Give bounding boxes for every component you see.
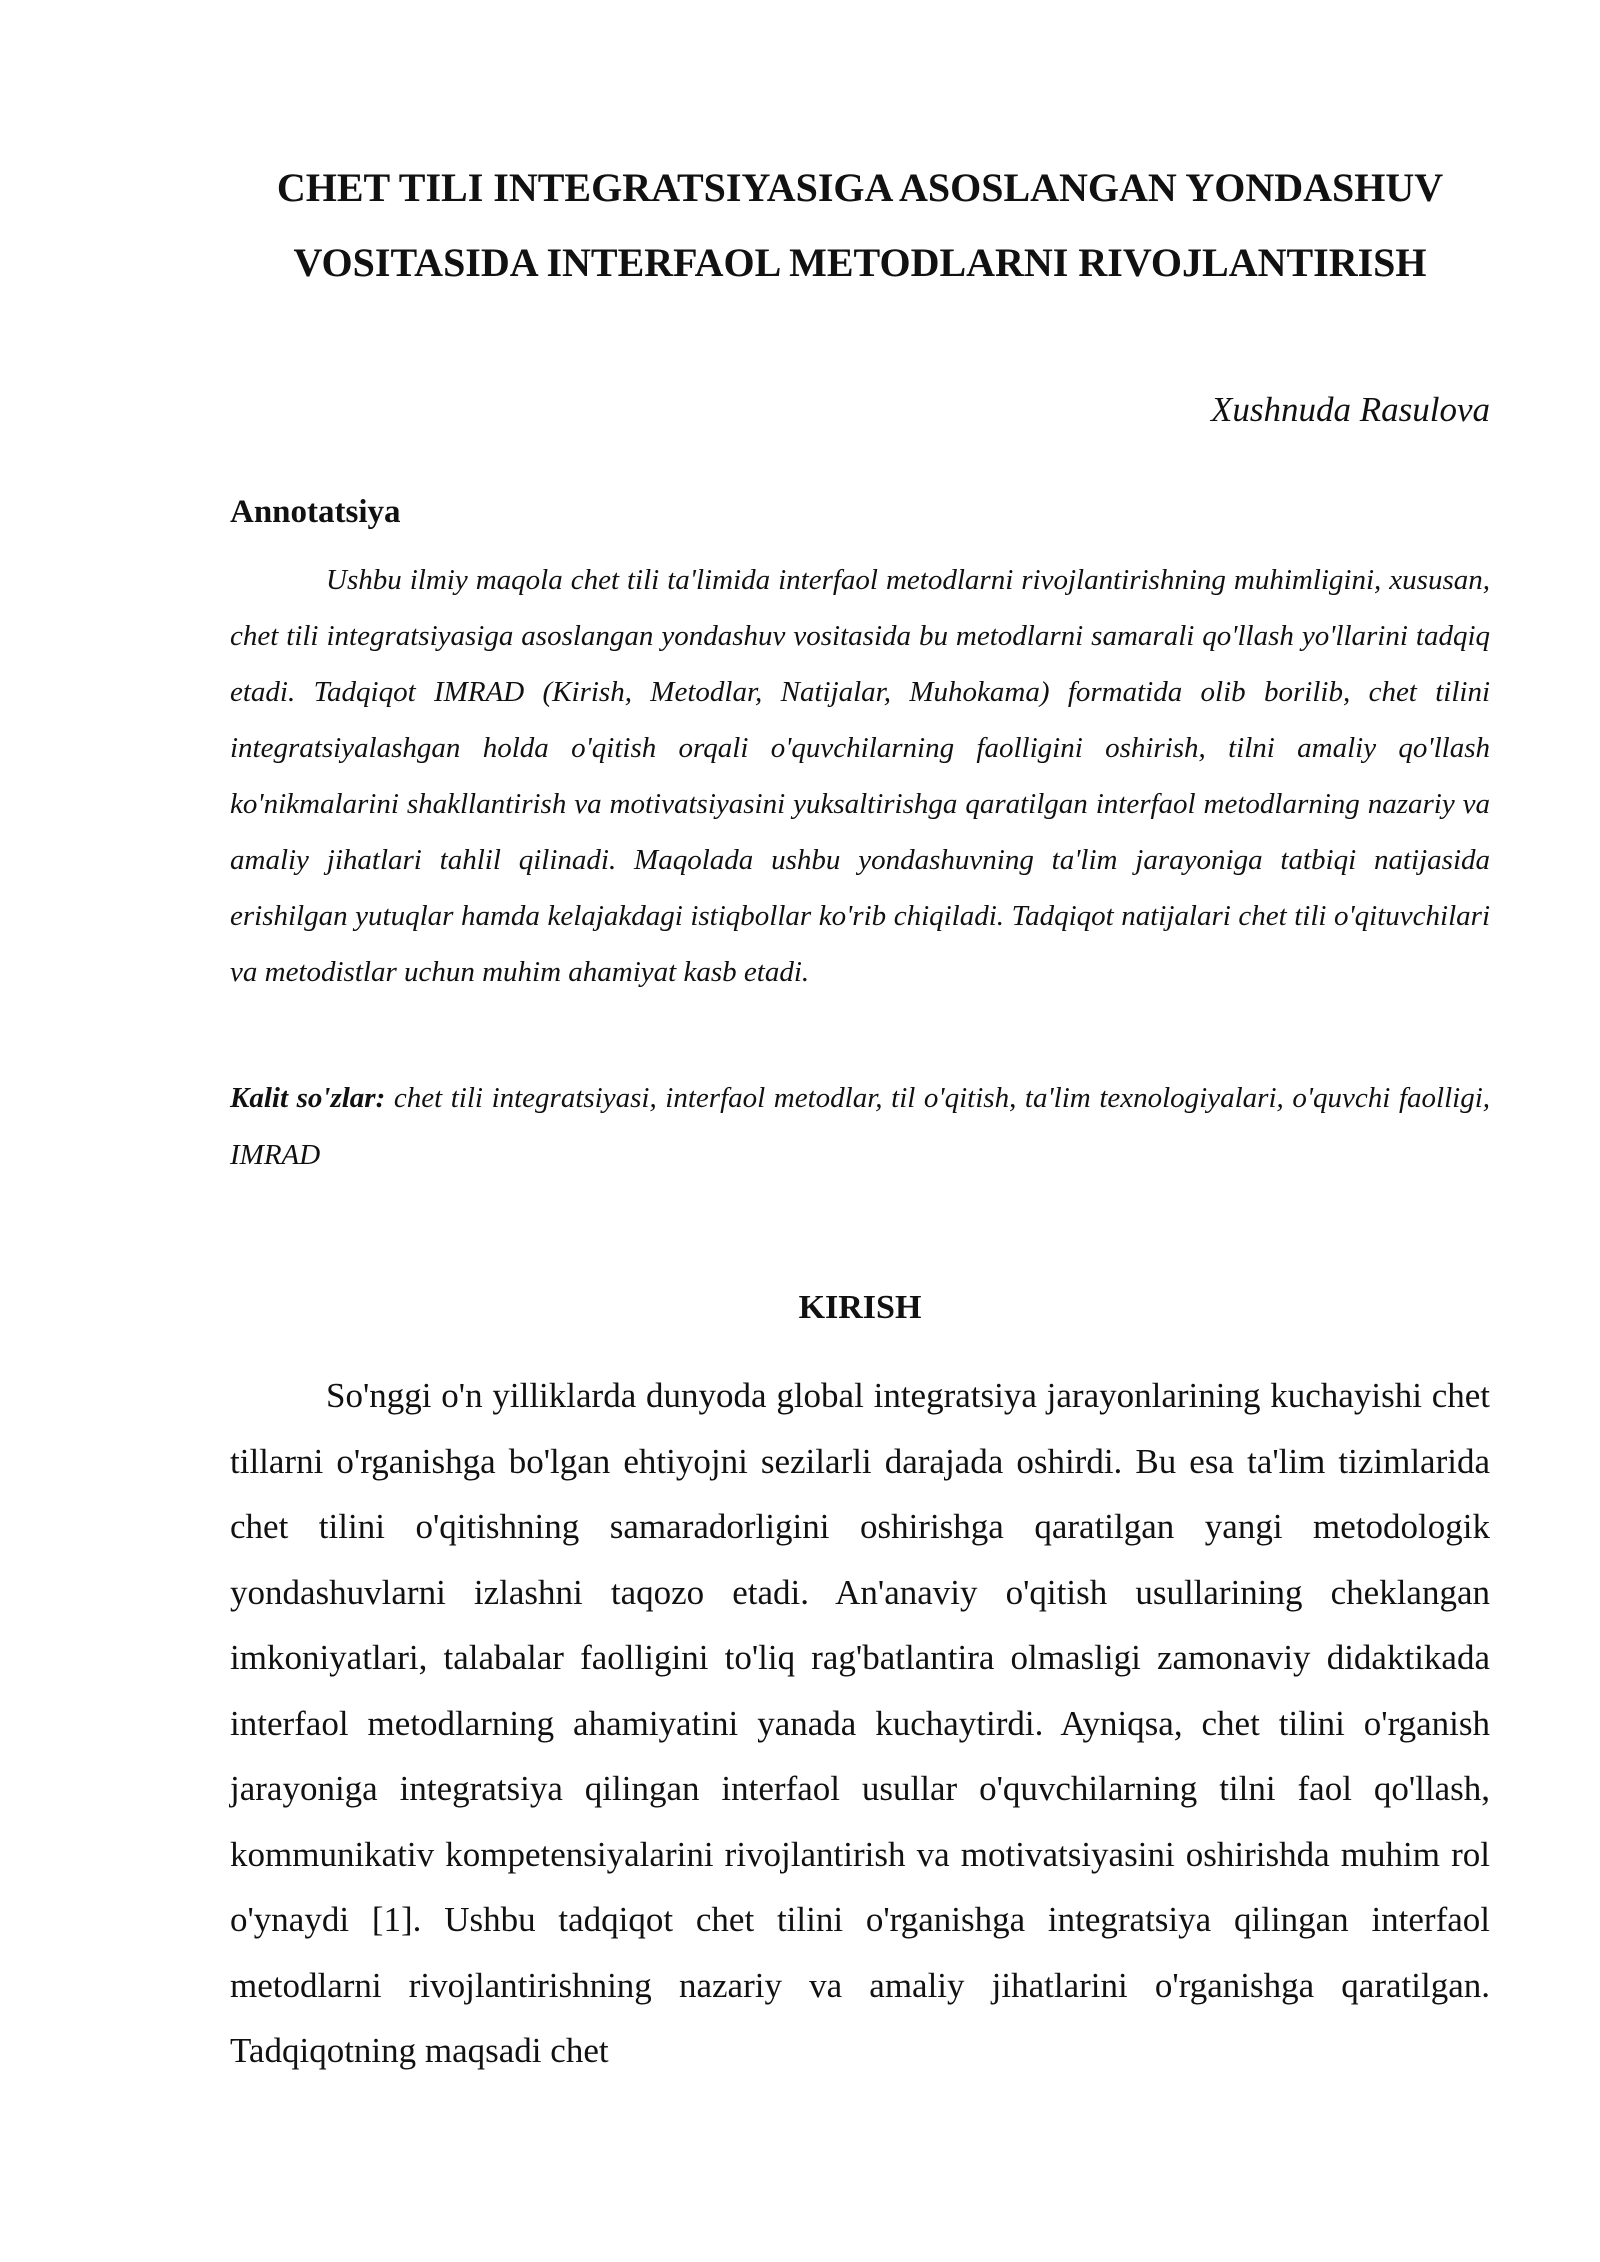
author-name: Xushnuda Rasulova — [1210, 390, 1490, 429]
introduction-text: So'nggi o'n yilliklarda dunyoda global integratsiya jarayonlarining kuchayishi chet tillarni o'rganishga bo'lgan ehtiyojni sezilarli darajada oshirdi. Bu esa ta'lim tizimlarida chet tilini o'qitishning samaradorligini oshirishga qaratilgan yangi metodologik yondashuvlarni izlashni taqozo etadi. An'anaviy o'qitish usullarining cheklangan imkoniyatlari, talabalar faolligini to'liq rag'batlantira olmasligi zamonaviy didaktikada interfaol metodlarning ahamiyatini yanada kuchaytirdi. Ayniqsa, chet tilini o'rganish jarayoniga integratsiya qilingan interfaol usullar o'quvchilarning tilni faol qo'llash, kommunikativ kompetensiyalarini rivojlantirish va motivatsiyasini oshirishda muhim rol o'ynaydi [1]. Ushbu tadqiqot chet tilini o'rganishga integratsiya qilingan interfaol metodlarni rivojlantirishning nazariy va amaliy jihatlarini o'rganishga qaratilgan. Tadqiqotning maqsadi chet — [230, 1376, 1490, 2070]
abstract-heading: Annotatsiya — [230, 494, 401, 530]
keywords-text: chet tili integratsiyasi, interfaol metodlar, til o'qitish, ta'lim texnologiyalari, o'quvchi faolligi, IMRAD — [230, 1082, 1490, 1171]
article-title: CHET TILI INTEGRATSIYASIGA ASOSLANGAN YONDASHUV VOSITASIDA INTERFAOL METODLARNI RIVOJLANTIRISH — [276, 165, 1444, 285]
keywords-label: Kalit so'zlar: — [230, 1082, 386, 1114]
keywords-paragraph — [230, 1070, 1490, 1184]
abstract-text: Ushbu ilmiy maqola chet tili ta'limida interfaol metodlarni rivojlantirishning muhimligini, xususan, chet tili integratsiyasiga asoslangan yondashuv vositasida bu metodlarni samarali qo'llash yo'llarini tadqiq etadi. Tadqiqot IMRAD (Kirish, Metodlar, Natijalar, Muhokama) formatida olib borilib, chet tilini integratsiyalashgan holda o'qitish orqali o'quvchilarning faolligini oshirish, tilni amaliy qo'llash ko'nikmalarini shakllantirish va motivatsiyasini yuksaltirishga qaratilgan interfaol metodlarning nazariy va amaliy jihatlari tahlil qilinadi. Maqolada ushbu yondashuvning ta'lim jarayoniga tatbiqi natijasida erishilgan yutuqlar hamda kelajakdagi istiqbollar ko'rib chiqiladi. Tadqiqot natijalari chet tili o'qituvchilari va metodistlar uchun muhim ahamiyat kasb etadi. — [230, 564, 1490, 988]
introduction-heading: KIRISH — [798, 1289, 922, 1326]
